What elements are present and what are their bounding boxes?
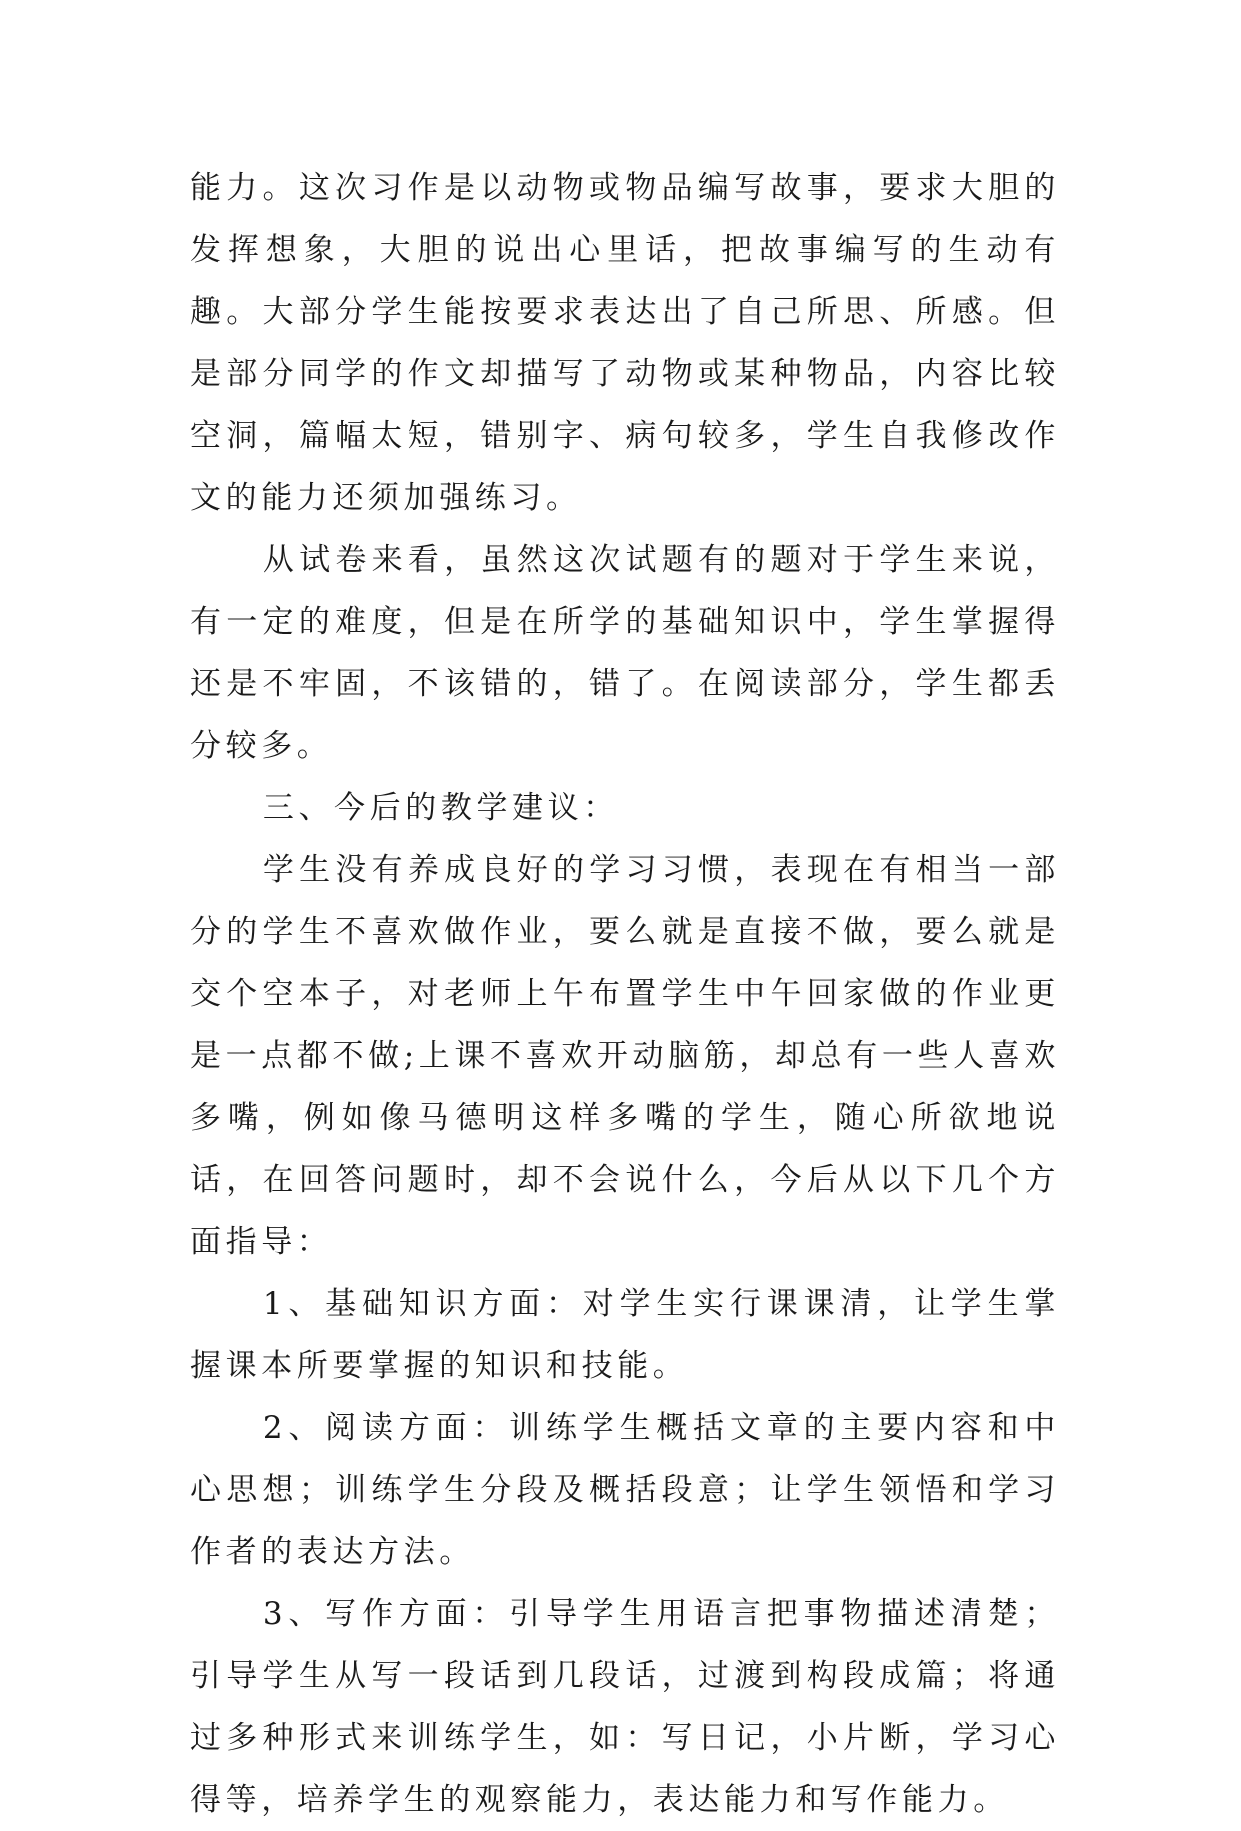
paragraph-reading: 2、阅读方面：训练学生概括文章的主要内容和中心思想；训练学生分段及概括段意；让学生领悟和学习作者的表达方法。 (190, 1410, 1060, 1570)
paragraph-exam-analysis: 从试卷来看，虽然这次试题有的题对于学生来说，有一定的难度，但是在所学的基础知识中，学生掌握得还是不牢固，不该错的，错了。在阅读部分，学生都丢分较多。 (190, 542, 1060, 764)
section-heading-suggestions: 三、今后的教学建议： (262, 790, 619, 826)
paragraph-continuation: 能力。这次习作是以动物或物品编写故事，要求大胆的发挥想象，大胆的说出心里话，把故事编写的生动有趣。大部分学生能按要求表达出了自己所思、所感。但是部分同学的作文却描写了动物或某种物品，内容比较空洞，篇幅太短，错别字、病句较多，学生自我修改作文的能力还须加强练习。 (190, 170, 1060, 516)
paragraph-study-habits: 学生没有养成良好的学习习惯，表现在有相当一部分的学生不喜欢做作业，要么就是直接不做，要么就是交个空本子，对老师上午布置学生中午回家做的作业更是一点都不做;上课不喜欢开动脑筋，却总有一些人喜欢多嘴，例如像马德明这样多嘴的学生，随心所欲地说话，在回答问题时，却不会说什么，今后从以下几个方面指导： (190, 852, 1060, 1260)
document-body (190, 157, 1060, 1831)
paragraph-basic-knowledge: 1、基础知识方面：对学生实行课课清，让学生掌握课本所要掌握的知识和技能。 (190, 1286, 1060, 1384)
paragraph-writing: 3、写作方面：引导学生用语言把事物描述清楚；引导学生从写一段话到几段话，过渡到构段成篇；将通过多种形式来训练学生，如：写日记，小片断，学习心得等，培养学生的观察能力，表达能力和写作能力。 (190, 1596, 1060, 1818)
